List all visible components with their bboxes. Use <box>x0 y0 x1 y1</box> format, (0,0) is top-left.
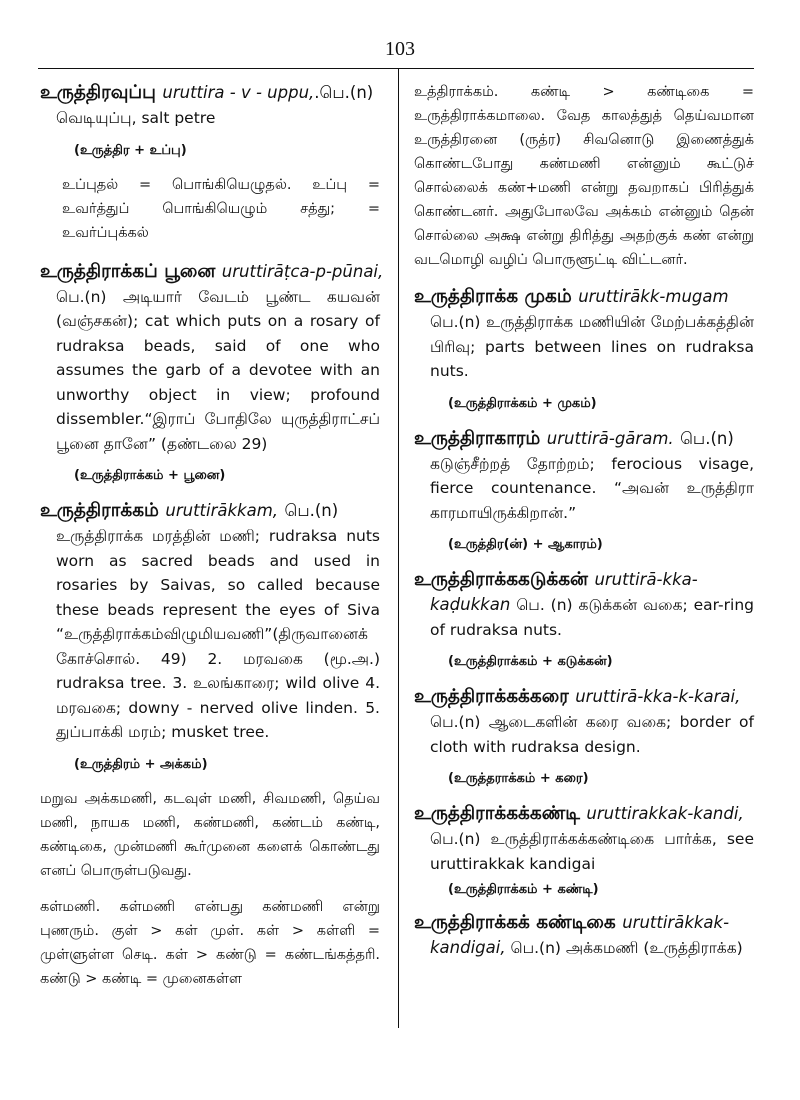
transliteration: uruttirākkak- <box>622 913 730 932</box>
entry-uruttirakkak-kandigai <box>414 910 754 961</box>
transliteration: uruttirā-kka-k-karai, <box>575 687 741 706</box>
entry-uruttirakkak-kandi <box>414 801 754 900</box>
definition: பெ.(n) உருத்திராக்க மணியின் மேற்பக்கத்தின் பிரிவு; parts between lines on rudraksa nuts. <box>430 313 754 380</box>
note-derivation: கள்மணி. கள்மணி என்பது கண்மணி என்று புணரும். குள் > கள் முள். கள் > கள்ளி = முள்ளுள்ள செடி. கள் > கண்டு = கண்டங்கத்தரி. கண்டு > கண்டி = முனைகள்ள <box>40 898 380 987</box>
grammar-tag: .பெ.(n) <box>314 83 374 102</box>
definition: உருத்திராக்க மரத்தின் மணி; rudraksa nuts worn as sacred beads and used in rosaries by Saivas, so called because these beads represent the eyes of Siva “உருத்திராக்கம்விழுமியவணி”(திருவானைக் கோச்சொல். 49) 2. மரவகை (மூ.அ.) rudraksa tree. 3. உலங்காரை; wild olive 4. மரவகை; downy - nerved olive linden. 5. துப்பாக்கி மரம்; musket tree. <box>56 527 380 741</box>
entry-head <box>40 498 380 524</box>
grammar-tag: பெ.(n) <box>284 501 339 520</box>
transliteration-continued: kaḍukkan <box>430 595 511 614</box>
transliteration: uruttirā-gāram. <box>546 428 674 448</box>
etymology: (உருத்திரம் + அக்கம்) <box>74 756 208 772</box>
definition-text: பெ. (n) கடுக்கன் வகை; ear-ring of rudraksa nuts. <box>430 596 754 639</box>
entry-head <box>414 801 754 827</box>
headword: உருத்திராக்கம் <box>40 500 159 521</box>
etymology: (உருத்தராக்கம் + கரை) <box>448 771 589 786</box>
entry-head <box>40 259 384 285</box>
headword: உருத்திரவுப்பு <box>40 82 156 103</box>
transliteration: uruttirakkak-kandi, <box>586 804 744 823</box>
entry-uruttira-kka-kadukkan <box>414 567 754 672</box>
definition-text: பெ.(n) அக்கமணி (உருத்திராக்க) <box>505 939 743 957</box>
definition: பெ.(n) ஆடைகளின் கரை வகை; border of cloth with rudraksa design. <box>430 713 754 756</box>
headword: உருத்திராக்க முகம் <box>414 286 572 307</box>
transliteration: uruttirākkam, <box>165 501 279 520</box>
transliteration-continued: kandigai, <box>430 938 506 957</box>
headword: உருத்திராக்கப் பூனை <box>40 260 216 282</box>
etymology: (உருத்திர + உப்பு) <box>74 142 187 158</box>
entry-head <box>414 567 754 593</box>
entry-uruttiravuppu <box>40 80 380 245</box>
definition <box>414 936 754 961</box>
left-column <box>40 80 384 1001</box>
transliteration: uruttirā-kka- <box>594 570 698 589</box>
headword: உருத்திராக்கக்கண்டி <box>414 803 580 824</box>
entry-uruttirakk-mugam <box>414 284 754 414</box>
headword: உருத்திராக்கக்கரை <box>414 686 569 707</box>
entry-head <box>40 80 380 106</box>
definition: வெடியுப்பு, salt petre <box>56 109 216 127</box>
etymology: (உருத்திராக்கம் + முகம்) <box>448 395 597 411</box>
transliteration: uruttirākk-mugam <box>578 287 729 306</box>
column-divider <box>398 68 399 1028</box>
etymology: (உருத்திராக்கம் + கடுக்கன்) <box>448 654 613 669</box>
grammar-tag: பெ.(n) <box>680 428 734 448</box>
headword: உருத்திராக்கக் கண்டிகை <box>414 912 616 933</box>
right-column <box>414 80 754 971</box>
entry-uruttira-kka-k-karai <box>414 684 754 789</box>
page-number: 103 <box>385 38 415 60</box>
note: உப்புதல் = பொங்கியெழுதல். உப்பு = உவர்த்துப் பொங்கியெழும் சத்து; = உவர்ப்புக்கல் <box>62 176 380 241</box>
entry-head <box>414 684 754 710</box>
entry-head <box>414 426 754 452</box>
entry-head <box>414 284 754 310</box>
headword: உருத்திராக்ககடுக்கன் <box>414 569 588 590</box>
headword: உருத்திராகாரம் <box>414 427 541 449</box>
transliteration: uruttira - v - uppu, <box>162 83 315 102</box>
entry-uruttira-garam <box>414 426 754 556</box>
definition: பெ.(n) அடியார் வேடம் பூண்ட கயவன் (வஞ்சகன்); cat which puts on a rosary of rudraksa beads, said of one who assumes the garb of a devotee with an unworthy object in view; profound dissembler.“இராப் போதிலே யுருத்திராட்சப் பூனை தானே” (தண்டலை 29) <box>56 287 380 453</box>
etymology: (உருத்திராக்கம் + கண்டி) <box>448 882 599 897</box>
continued-text: உத்திராக்கம். கண்டி > கண்டிகை = உருத்திராக்கமாலை. வேத காலத்துத் தெய்வமான உருத்திரனை (ருத்ர) சிவனொடு இணைத்துக் கொண்டபோது கண்மணி என்னும் கூட்டுச் சொல்லைக் கண்+மணி என்று தவறாகப் பிரித்துக் கொண்டனர். அதுபோலவே அக்கம் என்னும் தென் சொல்லை அக்ஷ என்று திரித்து அதற்குக் கண் என்று வடமொழி வழிப் பொருளூட்டி விட்டனர். <box>414 84 754 268</box>
entry-head <box>414 910 754 936</box>
definition: பெ.(n) உருத்திராக்கக்கண்டிகை பார்க்க, see uruttirakkak kandigai <box>430 830 754 873</box>
definition: கடுஞ்சீற்றத் தோற்றம்; ferocious visage, fierce countenance. “அவன் உருத்திரா காரமாயிருக்கிறான்.” <box>430 454 754 522</box>
etymology: (உருத்திராக்கம் + பூனை) <box>74 468 226 483</box>
top-rule <box>38 68 754 69</box>
note-synonyms: மறுவ அக்கமணி, கடவுள் மணி, சிவமணி, தெய்வ மணி, நாயக மணி, கண்மணி, கண்டம் கண்டி, கண்டிகை, முன்மணி கூர்முனை களைக் கொண்டது எனப் பொருள்படுவது. <box>40 790 380 879</box>
entry-uruttiratca-p-punai <box>40 259 384 487</box>
etymology: (உருத்திர(ன்) + ஆகாரம்) <box>448 537 603 552</box>
definition <box>414 593 754 642</box>
transliteration: uruttirāṭca-p-pūnai, <box>221 261 384 281</box>
entry-uruttirakkam <box>40 498 380 991</box>
